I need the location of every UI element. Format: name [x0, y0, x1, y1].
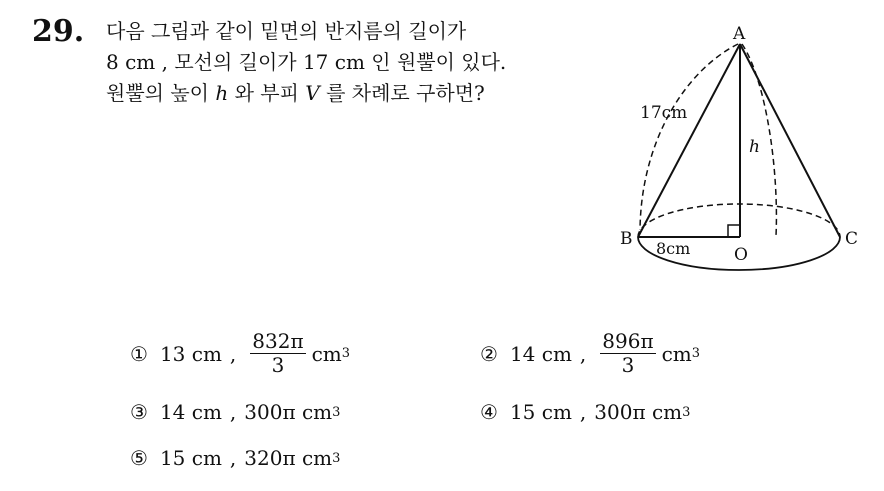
- choice-5-volume: 320π: [244, 446, 296, 470]
- choice-2-number: ②: [480, 341, 498, 366]
- label-c: C: [845, 229, 859, 249]
- choice-2[interactable]: [480, 330, 700, 377]
- volume-symbol: V: [305, 81, 320, 105]
- choice-1-number: ①: [130, 341, 148, 366]
- choice-4-separator: ,: [579, 400, 587, 424]
- choice-1-volume-numerator: 832π: [252, 329, 304, 353]
- question-stem: [106, 16, 606, 109]
- stem-line-2: 8 cm , 모선의 길이가 17 cm 인 원뿔이 있다.: [106, 50, 507, 74]
- choice-4[interactable]: [480, 400, 690, 424]
- choice-5-unit: cm: [301, 446, 333, 470]
- choice-4-height: 15 cm: [509, 400, 572, 424]
- choice-1-unit-exponent: 3: [341, 346, 351, 361]
- choice-4-number: ④: [480, 400, 498, 424]
- choice-5[interactable]: [130, 446, 340, 470]
- choice-2-volume-numerator: 896π: [602, 329, 654, 353]
- choice-4-unit: cm: [651, 400, 683, 424]
- choice-3-unit-exponent: 3: [332, 404, 341, 420]
- choice-1-separator: ,: [229, 341, 237, 366]
- label-radius: 8cm: [656, 239, 691, 258]
- stem-line-3-part-b: 와 부피: [228, 81, 306, 105]
- choice-2-volume-fraction: [600, 330, 655, 377]
- cone-diagram: [616, 20, 866, 280]
- choice-3-unit: cm: [301, 400, 333, 424]
- choice-3-height: 14 cm: [159, 400, 222, 424]
- stem-line-3: [106, 78, 606, 109]
- question-number: 29.: [32, 14, 85, 49]
- label-b: B: [620, 229, 633, 249]
- label-o: O: [734, 245, 748, 265]
- stem-line-3-part-a: 원뿔의 높이: [106, 81, 216, 105]
- stem-line-1: 다음 그림과 같이 밑면의 반지름의 길이가: [106, 19, 467, 43]
- choice-1-unit: cm: [311, 341, 342, 366]
- cone-figure: [616, 20, 866, 280]
- choice-2-volume-denominator: 3: [621, 353, 635, 377]
- label-height: h: [749, 137, 760, 157]
- choice-2-unit-exponent: 3: [691, 346, 701, 361]
- choice-3[interactable]: [130, 400, 340, 424]
- choice-5-height: 15 cm: [159, 446, 222, 470]
- choice-3-number: ③: [130, 400, 148, 424]
- choice-2-height: 14 cm: [509, 341, 572, 366]
- label-slant: 17cm: [640, 103, 688, 123]
- choice-1[interactable]: [130, 330, 350, 377]
- choice-4-unit-exponent: 3: [682, 404, 691, 420]
- answer-choices: [130, 330, 850, 480]
- choice-2-separator: ,: [579, 341, 587, 366]
- choice-5-number: ⑤: [130, 446, 148, 470]
- choice-5-separator: ,: [229, 446, 237, 470]
- choice-5-unit-exponent: 3: [332, 450, 341, 466]
- label-apex: A: [733, 24, 746, 44]
- choice-3-separator: ,: [229, 400, 237, 424]
- choice-1-volume-denominator: 3: [271, 353, 285, 377]
- choice-1-volume-fraction: [250, 330, 305, 377]
- dashed-arc-left: [640, 44, 738, 230]
- right-angle-mark: [728, 225, 740, 237]
- choice-4-volume: 300π: [594, 400, 646, 424]
- choice-3-volume: 300π: [244, 400, 296, 424]
- stem-line-3-part-c: 를 차례로 구하면?: [319, 81, 485, 105]
- choice-2-unit: cm: [661, 341, 692, 366]
- choice-1-height: 13 cm: [159, 341, 222, 366]
- height-symbol: h: [215, 81, 229, 105]
